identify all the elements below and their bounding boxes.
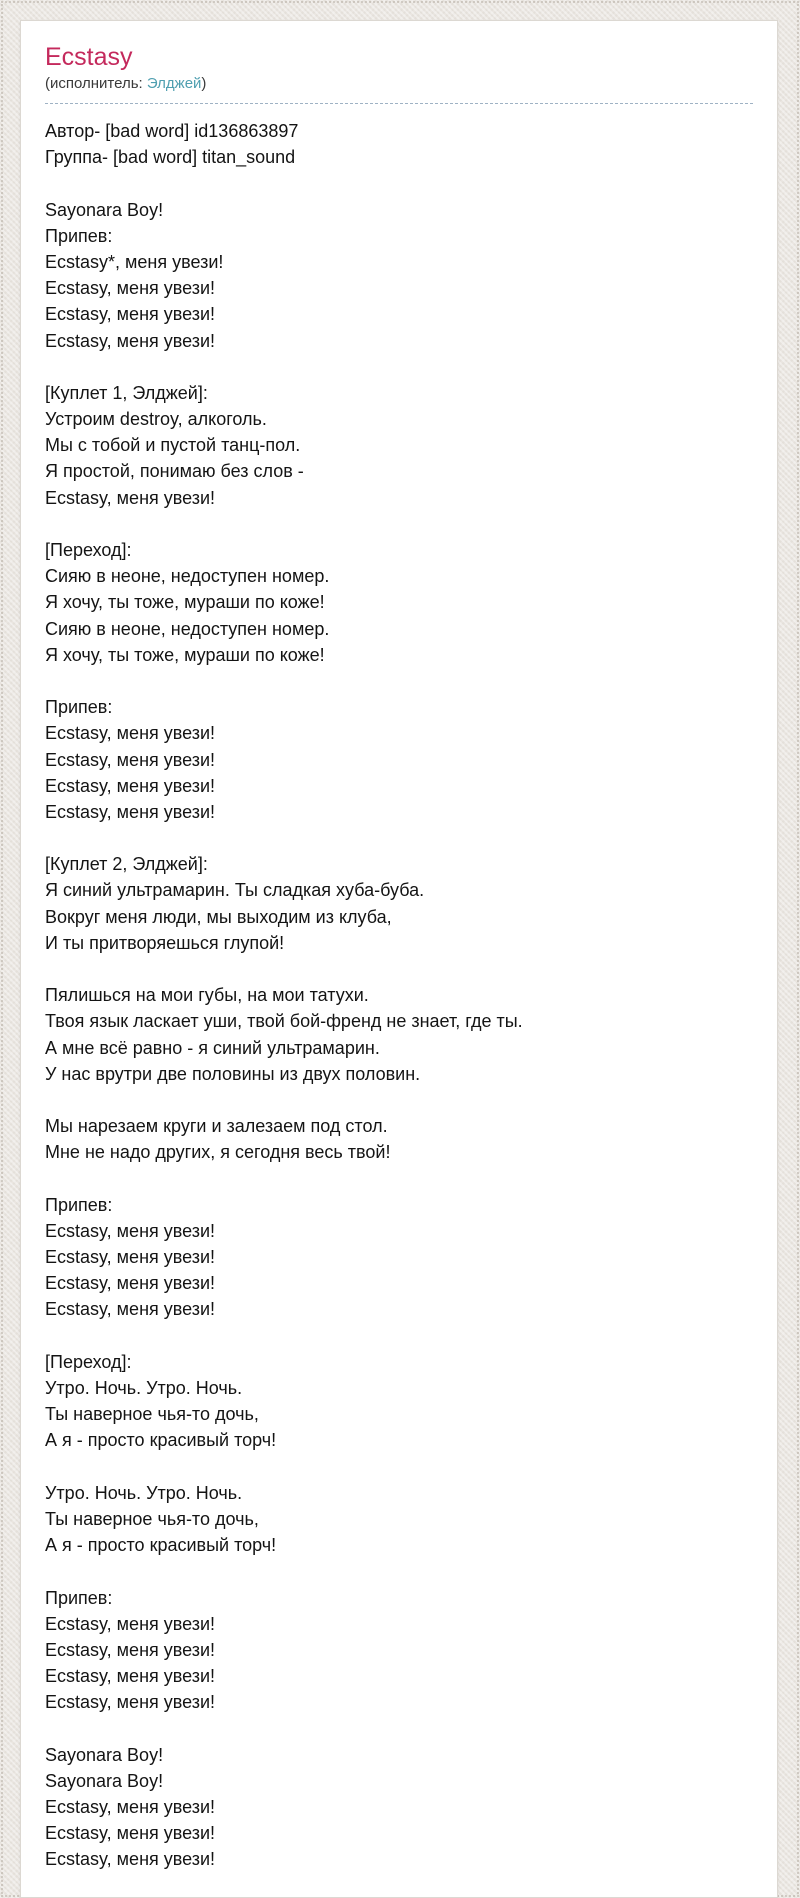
lyric-line: А я - просто красивый торч! <box>45 1430 277 1451</box>
artist-link[interactable]: Элджей <box>146 75 202 92</box>
lyric-line: Мы с тобой и пустой танц-пол. <box>45 435 301 456</box>
lyric-line: Мне не надо других, я сегодня весь твой! <box>45 1142 391 1163</box>
lyric-line: Ecstasy, меня увези! <box>45 723 216 744</box>
lyric-line: Ecstasy, меня увези! <box>45 1797 216 1817</box>
lyric-line <box>45 170 753 196</box>
lyric-line: И ты притворяешься глупой! <box>45 932 285 953</box>
lyric-line: Ecstasy, меня увези! <box>45 1613 216 1634</box>
lyric-line: Я хочу, ты тоже, мураши по коже! <box>45 644 325 665</box>
lyric-line <box>45 1087 753 1113</box>
lyric-line: Ecstasy, меня увези! <box>45 1823 216 1844</box>
lyric-line: У нас врутри две половины из двух половин. <box>45 1063 421 1084</box>
lyric-line <box>45 1323 753 1349</box>
lyric-line: Утро. Ночь. Утро. Ночь. <box>45 1378 243 1398</box>
lyric-line <box>45 668 753 694</box>
lyric-line: [Переход]: <box>45 1351 132 1372</box>
lyric-line: Я синий ультрамарин. Ты сладкая хуба-буба. <box>45 880 425 901</box>
lyric-line: Пялишься на мои губы, на мои татухи. <box>45 985 369 1006</box>
lyric-line: Мы нарезаем круги и залезаем под стол. <box>45 1116 388 1137</box>
lyric-line <box>45 1166 753 1192</box>
lyric-line: Ecstasy, меня увези! <box>45 801 216 822</box>
lyric-line: Припев: <box>45 225 113 246</box>
lyric-line <box>45 354 753 380</box>
lyric-line: Автор- [bad word] id136863897 <box>45 121 299 141</box>
lyric-line: Ecstasy, меня увези! <box>45 1273 216 1294</box>
lyric-line: Sayonara Boy! <box>45 1744 164 1765</box>
lyric-line: Ecstasy*, меня увези! <box>45 251 224 272</box>
lyric-line: [Куплет 2, Элджей]: <box>45 854 208 875</box>
lyric-line: Ecstasy, меня увези! <box>45 1299 216 1320</box>
lyric-line <box>45 1454 753 1480</box>
artist-line <box>45 73 753 104</box>
song-title: Ecstasy <box>45 43 133 71</box>
artist-label-prefix: (исполнитель: <box>45 75 147 92</box>
lyric-line: Ecstasy, меня увези! <box>45 1220 216 1241</box>
lyric-line: Сияю в неоне, недоступен номер. <box>45 618 330 639</box>
lyric-line <box>45 1715 753 1741</box>
lyric-line: Вокруг меня люди, мы выходим из клуба, <box>45 906 392 927</box>
lyric-line: Устроим destroy, алкоголь. <box>45 409 267 430</box>
lyric-line: Группа- [bad word] titan_sound <box>45 147 296 168</box>
lyric-line: Ecstasy, меня увези! <box>45 749 216 770</box>
lyric-line: Ты наверное чья-то дочь, <box>45 1508 259 1529</box>
lyric-line <box>45 1558 753 1584</box>
lyric-line: А мне всё равно - я синий ультрамарин. <box>45 1037 380 1058</box>
lyric-line: Припев: <box>45 697 113 718</box>
lyric-line: Ecstasy, меня увези! <box>45 1247 216 1268</box>
lyric-line: Ecstasy, меня увези! <box>45 487 216 508</box>
lyric-line <box>45 825 753 851</box>
lyric-line: [Переход]: <box>45 540 132 560</box>
artist-label-suffix: ) <box>201 75 207 92</box>
lyric-line: А я - просто красивый торч! <box>45 1535 277 1556</box>
lyric-line: Твоя язык ласкает уши, твой бой-френд не знает, где ты. <box>45 1011 523 1032</box>
lyric-line: Sayonara Boy! <box>45 199 164 220</box>
lyric-line: [Куплет 1, Элджей]: <box>45 382 208 403</box>
lyric-line: Ecstasy, меня увези! <box>45 330 216 351</box>
lyric-line: Ecstasy, меня увези! <box>45 1666 216 1687</box>
lyric-line: Утро. Ночь. Утро. Ночь. <box>45 1482 243 1503</box>
lyrics <box>45 118 753 1873</box>
lyric-line: Ecstasy, меня увези! <box>45 278 216 299</box>
lyric-line: Сияю в неоне, недоступен номер. <box>45 566 330 587</box>
lyric-line <box>45 511 753 537</box>
lyric-line: Ecstasy, меня увези! <box>45 1692 216 1713</box>
lyric-line: Я простой, понимаю без слов - <box>45 461 304 482</box>
lyric-line <box>45 956 753 982</box>
lyric-line: Ecstasy, меня увези! <box>45 304 216 325</box>
lyric-line: Sayonara Boy! <box>45 1770 164 1791</box>
lyric-line: Я хочу, ты тоже, мураши по коже! <box>45 592 325 613</box>
lyric-line: Ecstasy, меня увези! <box>45 1849 216 1870</box>
lyric-line: Припев: <box>45 1194 113 1215</box>
lyric-line: Ты наверное чья-то дочь, <box>45 1404 259 1425</box>
lyric-line: Припев: <box>45 1587 113 1608</box>
lyrics-card <box>20 20 778 1898</box>
lyric-line: Ecstasy, меня увези! <box>45 1639 216 1660</box>
lyric-line: Ecstasy, меня увези! <box>45 775 216 796</box>
